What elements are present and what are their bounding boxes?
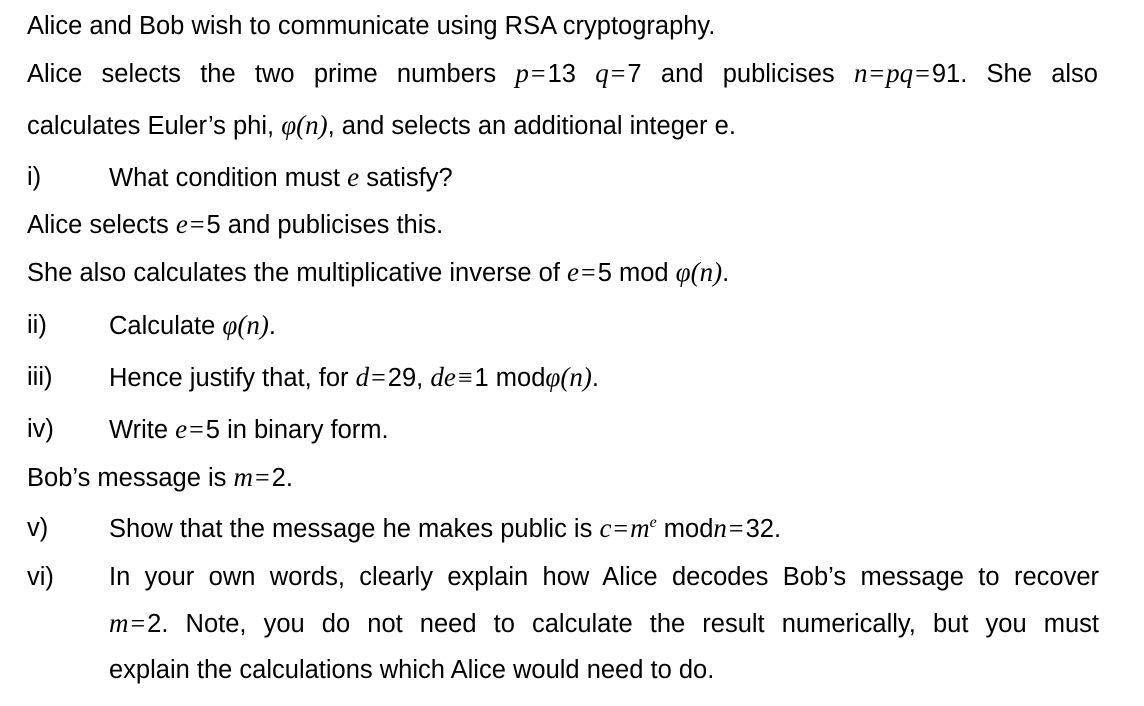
q-value: 7 [627,60,642,88]
question-v-number: v) [27,514,49,542]
select-e-line: Alice selects e=5 and publicises this. [27,209,444,239]
period: . [268,312,276,340]
euler-text-end: , and selects an additional integer e. [327,112,736,140]
var-n: n [853,58,868,88]
phi-n: φ(n) [675,257,723,287]
var-e: e [567,257,580,287]
p-value: 13 [547,60,576,88]
phi-n: φ(n) [545,362,592,392]
question-i-text-a: What condition must [109,164,341,192]
question-iii-number: iii) [27,363,53,391]
d-value: 29 [387,364,417,392]
inverse-line: She also calculates the multiplicative inverse of e=5 mod φ(n). [27,257,730,287]
exponent-e: e [649,514,657,531]
var-e: e [175,414,188,444]
question-v-text: Show that the message he makes public is $c=m^e$ modn=32. [109,513,782,543]
m-value: 2 [147,610,162,638]
message-line: Bob’s message is m=2. [27,462,293,492]
publicise-text: and publicises this. [227,211,444,239]
period: . [285,464,293,492]
var-c: c [599,513,612,543]
period: . [722,259,730,287]
publicises-text: and publicises [660,60,835,88]
question-i-text [109,162,453,193]
var-e: e [347,162,360,192]
justify-text: Hence justify that, for [109,364,349,392]
question-iv-text: Write e=5 in binary form. [109,414,389,444]
mod-text: mod [495,364,546,392]
m-value: 2 [271,464,286,492]
question-i-number: i) [27,163,42,191]
phi-n: φ(n) [222,310,269,340]
write-text: Write [109,416,169,444]
comma: , [416,364,424,392]
primes-text: Alice selects the two prime numbers [27,60,497,88]
euler-line [27,110,736,141]
var-m: m [109,608,129,638]
select-e-text: Alice selects [27,211,169,239]
message-text: Bob’s message is [27,464,227,492]
e-value: 5 [205,416,220,444]
var-d: d [355,362,370,392]
var-p: p [515,58,529,88]
e-value: 5 [206,211,221,239]
show-text: Show that the message he makes public is [109,515,593,543]
var-n: n [713,513,727,543]
one-value: 1 [474,364,489,392]
var-q: q [595,58,609,88]
calculate-text: Calculate [109,312,216,340]
question-ii-number: ii) [27,311,47,339]
question-vi-line-2: m=2. Note, you do not need to calculate the result numerically, but you must [109,608,1099,638]
mod-text: mod [663,515,714,543]
phi-n: φ(n) [281,110,328,140]
period: . [773,515,782,543]
primes-line: Alice selects the two prime numbers p=13 q=7 and publicises n=pq=91. She also [27,58,1098,88]
period: . [591,364,599,392]
var-e: e [175,209,188,239]
euler-text: calculates Euler’s phi, [27,112,275,140]
question-vi-number: vi) [27,563,54,591]
question-iv-number: iv) [27,415,54,443]
inverse-text: She also calculates the multiplicative inverse of [27,259,560,287]
intro-text: Alice and Bob wish to communicate using RSA cryptography. [27,12,716,40]
n-value: 91 [931,60,961,88]
question-iii-text: Hence justify that, for d=29, de≡1 modφ(n). [109,362,599,392]
she-also-text: . She also [960,60,1098,88]
binary-text: in binary form. [227,416,389,444]
var-m: m [233,462,253,492]
c-value: 32 [745,515,774,543]
question-vi-line-1: In your own words, clearly explain how Alice decodes Bob’s message to recover [109,563,1099,591]
e-value: 5 [597,259,612,287]
question-ii-text [109,310,276,341]
note-text: . Note, you do not need to calculate the result numerically, but you must [161,610,1099,638]
var-de: de [430,362,456,392]
mod-text: mod [618,259,669,287]
var-m: m [630,513,650,543]
question-vi-line-3: explain the calculations which Alice would need to do. [109,656,715,684]
question-i-text-b: satisfy? [366,164,453,192]
var-pq: pq [886,58,914,88]
